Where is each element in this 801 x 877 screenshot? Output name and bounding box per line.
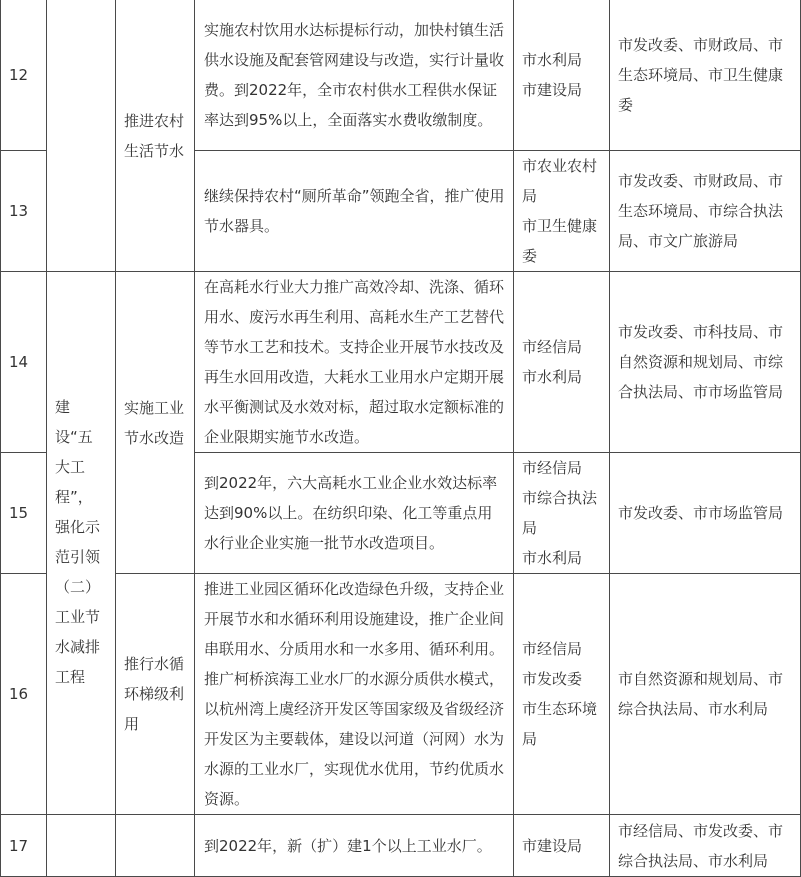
measure-content: 实施农村饮用水达标提标行动，加快村镇生活供水设施及配套管网建设与改造，实行计量收费。到2022年，全市农村供水工程供水保证率达到95%以上，全面落实水费收缴制度。 — [195, 0, 514, 151]
row-number: 17 — [1, 815, 47, 877]
row-number: 13 — [1, 151, 47, 272]
lead-departments: 市经信局 市发改委 市生态环境局 — [514, 574, 610, 815]
task-name: 实施工业节水改造 — [116, 272, 195, 574]
project-sub-title: （二）工业节水减排工程 — [55, 578, 101, 686]
task-name: 推进农村生活节水 — [116, 0, 195, 272]
row-number: 14 — [1, 272, 47, 453]
cooperating-departments: 市发改委、市财政局、市生态环境局、市卫生健康委 — [610, 0, 801, 151]
lead-departments: 市建设局 — [514, 815, 610, 877]
project-main-title: 建设“五大工程”，强化示范引领 — [55, 398, 101, 566]
row-number: 12 — [1, 0, 47, 151]
cooperating-departments: 市发改委、市市场监管局 — [610, 453, 801, 574]
lead-departments: 市农业农村局 市卫生健康委 — [514, 151, 610, 272]
measure-content: 推进工业园区循环化改造绿色升级，支持企业开展节水和水循环利用设施建设，推广企业间串联用水、分质用水和一水多用、循环利用。推广柯桥滨海工业水厂的水源分质供水模式，以杭州湾上虞经济开发区等国家级及省级经济开发区为主要载体，建设以河道（河网）水为水源的工业水厂，实现优水优用，节约优质水资源。 — [195, 574, 514, 815]
table-row — [1, 574, 801, 815]
cooperating-departments: 市发改委、市科技局、市自然资源和规划局、市综合执法局、市市场监管局 — [610, 272, 801, 453]
lead-departments: 市经信局 市综合执法局 市水利局 — [514, 453, 610, 574]
row-number: 16 — [1, 574, 47, 815]
cooperating-departments: 市经信局、市发改委、市综合执法局、市水利局 — [610, 815, 801, 877]
project-cell-empty — [47, 0, 116, 272]
measure-content: 到2022年，六大高耗水工业企业水效达标率达到90%以上。在纺织印染、化工等重点用水行业企业实施一批节水改造项目。 — [195, 453, 514, 574]
measure-content: 在高耗水行业大力推广高效冷却、洗涤、循环用水、废污水再生利用、高耗水生产工艺替代等节水工艺和技术。支持企业开展节水技改及再生水回用改造，大耗水工业用水户定期开展水平衡测试及水效对标，超过取水定额标准的企业限期实施节水改造。 — [195, 272, 514, 453]
measure-content: 到2022年，新（扩）建1个以上工业水厂。 — [195, 815, 514, 877]
project-name — [47, 272, 116, 815]
task-cell-empty — [116, 815, 195, 877]
cooperating-departments: 市自然资源和规划局、市综合执法局、市水利局 — [610, 574, 801, 815]
table-row — [1, 272, 801, 453]
cooperating-departments: 市发改委、市财政局、市生态环境局、市综合执法局、市文广旅游局 — [610, 151, 801, 272]
row-number: 15 — [1, 453, 47, 574]
lead-departments: 市经信局 市水利局 — [514, 272, 610, 453]
project-cell-empty — [47, 815, 116, 877]
lead-departments: 市水利局 市建设局 — [514, 0, 610, 151]
table-row — [1, 0, 801, 151]
measure-content: 继续保持农村“厕所革命”领跑全省，推广使用节水器具。 — [195, 151, 514, 272]
table-row — [1, 815, 801, 877]
task-name: 推行水循环梯级利用 — [116, 574, 195, 815]
